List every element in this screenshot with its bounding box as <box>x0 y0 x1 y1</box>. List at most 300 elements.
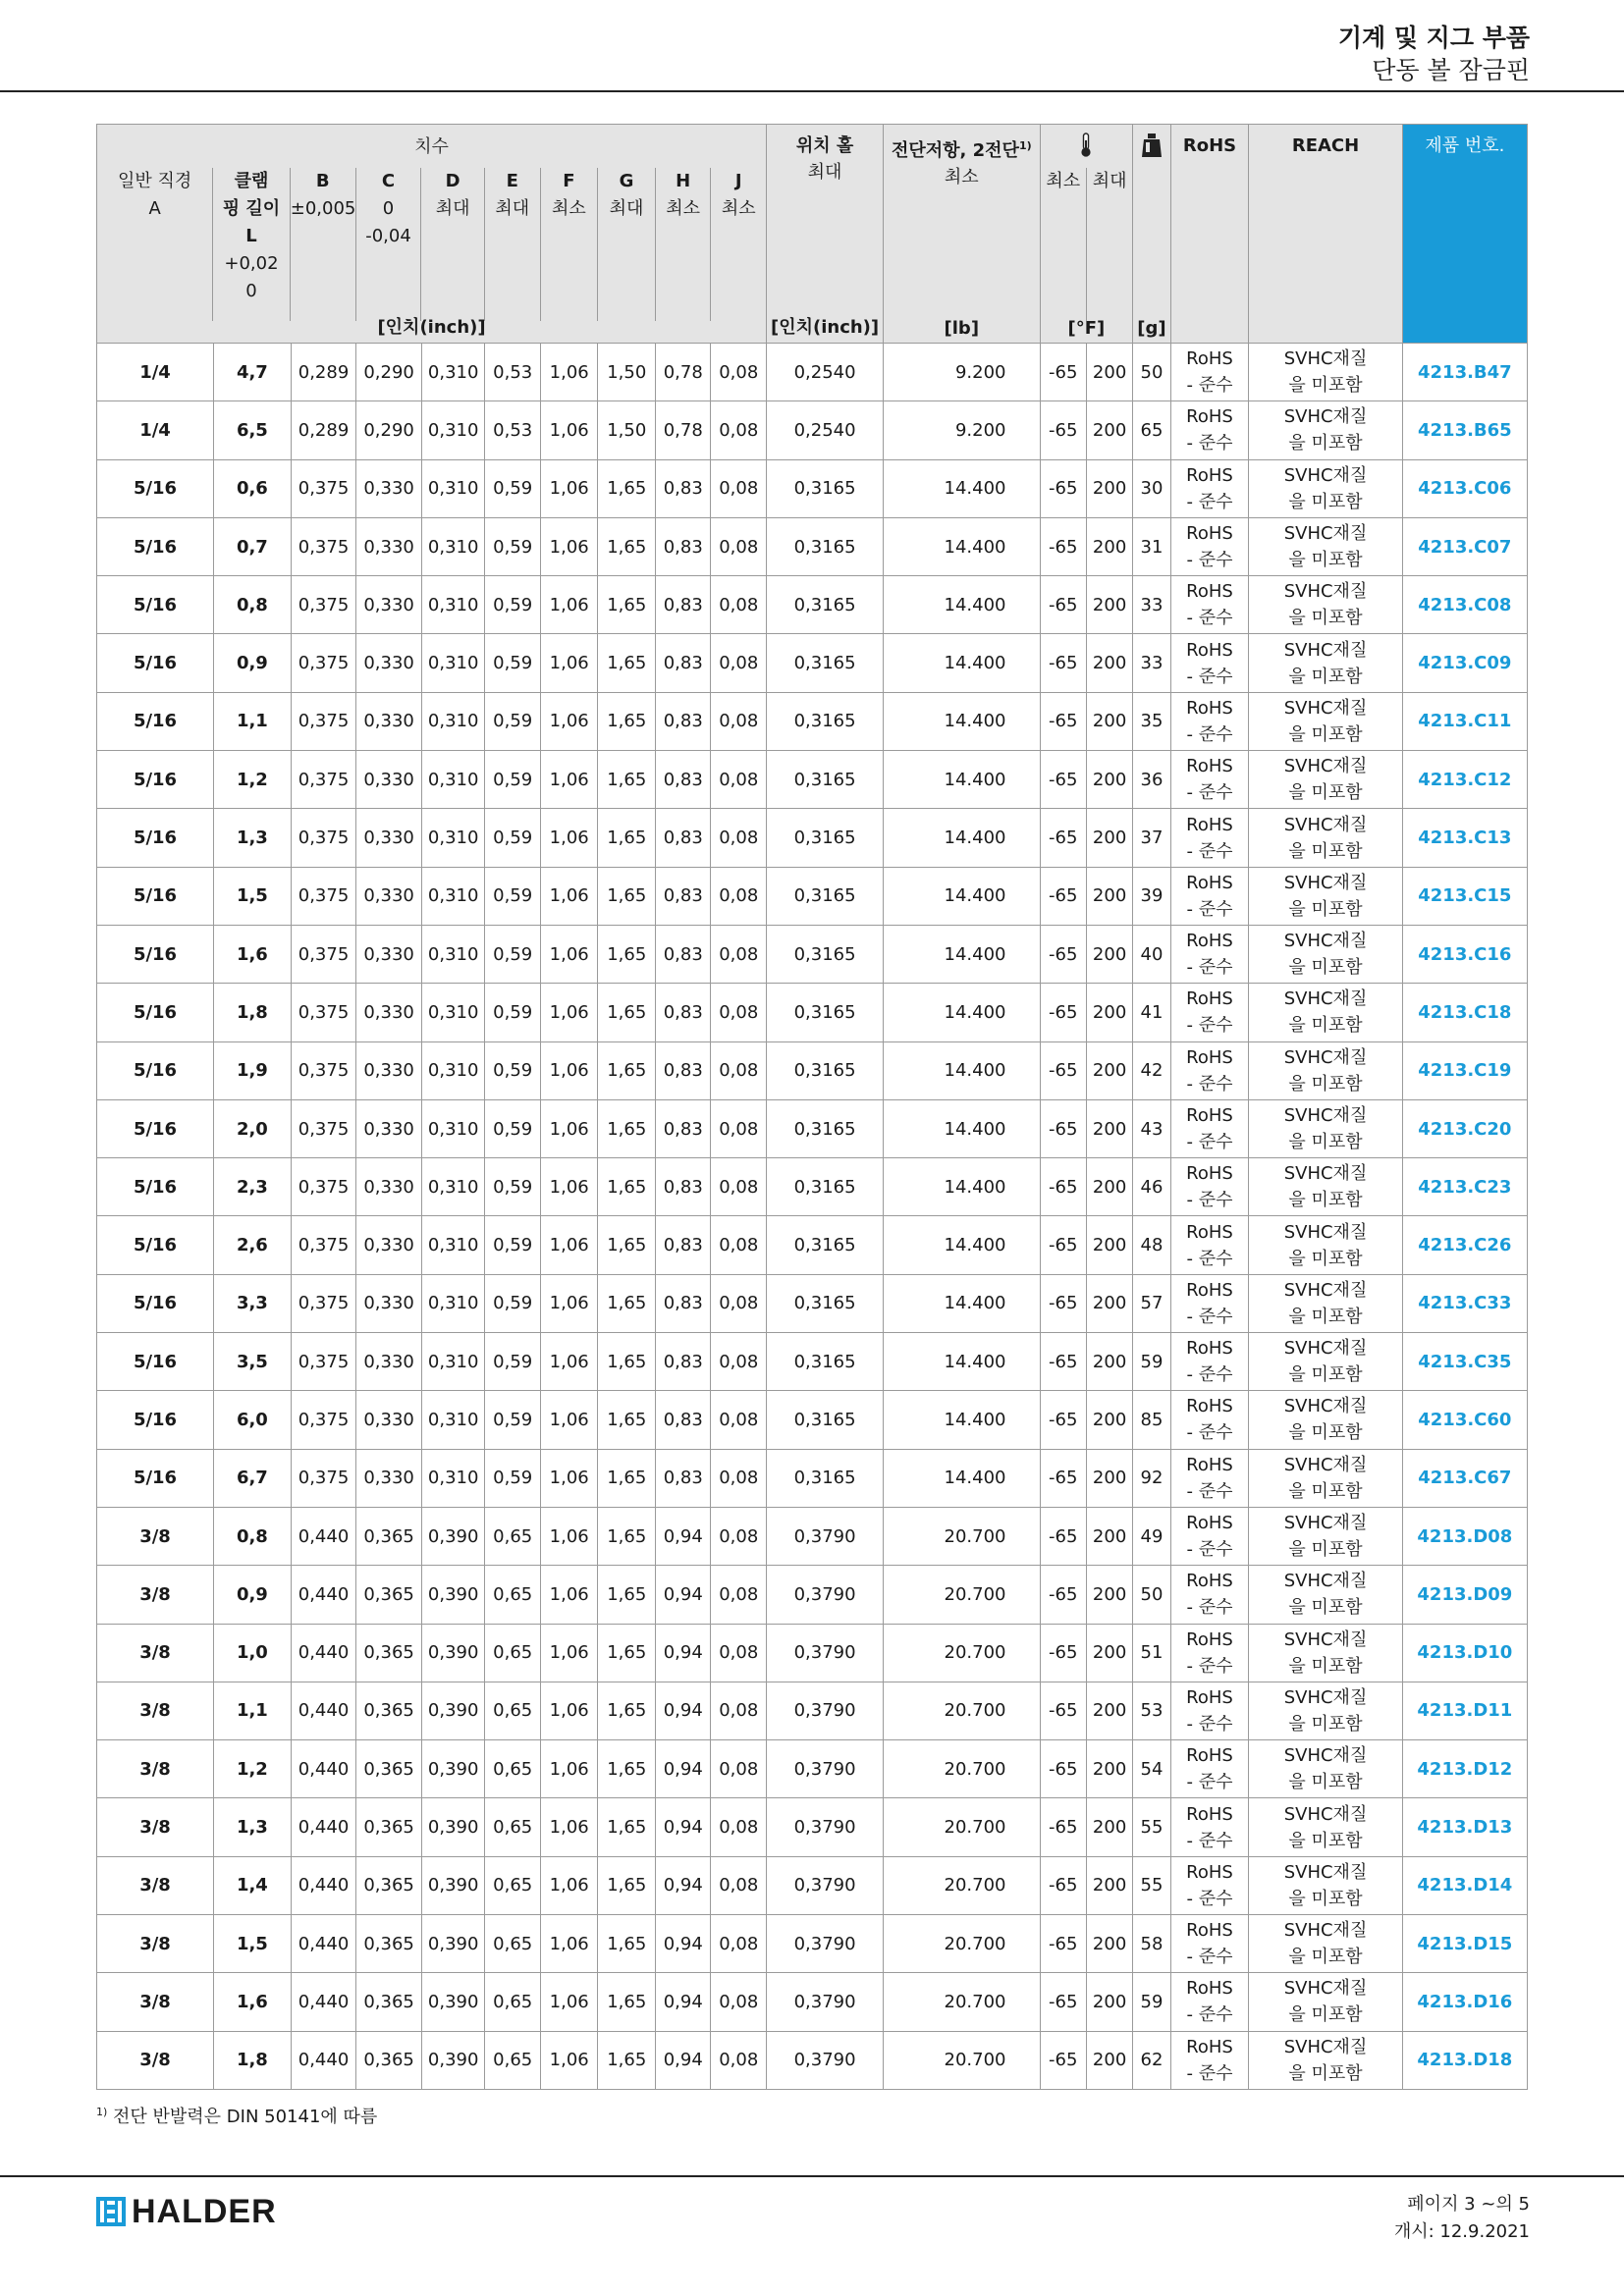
cell-c: 0,330 <box>356 1391 422 1449</box>
reach-line1: SVHC재질 <box>1283 1571 1368 1592</box>
cell-d: 0,310 <box>421 576 485 634</box>
dimensions-header <box>97 125 767 344</box>
reach-line1: SVHC재질 <box>1283 1163 1368 1185</box>
cell-j: 0,08 <box>711 1682 767 1739</box>
cell-g: 1,65 <box>598 867 656 925</box>
cell-length: 1,6 <box>214 925 292 983</box>
cell-b: 0,289 <box>291 401 356 459</box>
cell-b: 0,440 <box>291 1915 356 1973</box>
rohs-line1: RoHS <box>1186 1513 1233 1534</box>
reach-line2: 을 미포함 <box>1288 491 1363 512</box>
cell-c: 0,290 <box>356 344 422 401</box>
cell-hole: 0,3165 <box>767 925 884 983</box>
cell-g: 1,65 <box>598 1041 656 1099</box>
cell-d: 0,390 <box>421 1915 485 1973</box>
cell-length: 3,3 <box>214 1274 292 1332</box>
cell-d: 0,310 <box>421 1216 485 1274</box>
cell-length: 6,0 <box>214 1391 292 1449</box>
cell-rohs <box>1170 1915 1249 1973</box>
reach-line1: SVHC재질 <box>1283 1338 1368 1360</box>
cell-j: 0,08 <box>711 344 767 401</box>
reach-line1: SVHC재질 <box>1283 988 1368 1010</box>
cell-temp-max: 200 <box>1086 1973 1132 2031</box>
rohs-line1: RoHS <box>1186 814 1233 835</box>
reach-line1: SVHC재질 <box>1283 1454 1368 1475</box>
table-row <box>97 1507 1528 1565</box>
cell-reach <box>1249 1740 1402 1798</box>
col-j <box>710 168 766 321</box>
cell-length: 6,7 <box>214 1449 292 1507</box>
cell-rohs <box>1170 984 1249 1041</box>
cell-e: 0,59 <box>485 1099 541 1157</box>
cell-temp-min: -65 <box>1040 925 1086 983</box>
reach-line2: 을 미포함 <box>1288 1947 1363 1968</box>
cell-rohs <box>1170 1216 1249 1274</box>
rohs-line1: RoHS <box>1186 1861 1233 1883</box>
cell-h: 0,94 <box>655 1915 711 1973</box>
part-number-link[interactable]: 4213.C67 <box>1402 1449 1527 1507</box>
shear-unit: [lb] <box>944 318 980 339</box>
cell-diameter: 5/16 <box>97 1274 214 1332</box>
cell-temp-min: -65 <box>1040 401 1086 459</box>
rohs-line1: RoHS <box>1186 406 1233 428</box>
cell-length: 1,2 <box>214 1740 292 1798</box>
cell-d: 0,390 <box>421 1973 485 2031</box>
cell-reach <box>1249 634 1402 692</box>
part-number-link[interactable]: 4213.D08 <box>1402 1507 1527 1565</box>
cell-rohs <box>1170 1449 1249 1507</box>
cell-shear: 14.400 <box>884 1041 1040 1099</box>
brand-logo <box>96 2192 277 2230</box>
cell-temp-min: -65 <box>1040 692 1086 750</box>
reach-label: REACH <box>1291 135 1360 156</box>
cell-length: 1,9 <box>214 1041 292 1099</box>
cell-j: 0,08 <box>711 984 767 1041</box>
thermometer-icon <box>1078 133 1094 158</box>
col-b-l1: B <box>315 171 330 191</box>
part-number-link[interactable]: 4213.C15 <box>1402 867 1527 925</box>
col-len <box>212 168 290 321</box>
cell-length: 0,9 <box>214 634 292 692</box>
cell-c: 0,330 <box>356 867 422 925</box>
cell-shear: 14.400 <box>884 1449 1040 1507</box>
cell-j: 0,08 <box>711 1041 767 1099</box>
header-rule <box>0 90 1624 92</box>
cell-c: 0,330 <box>356 925 422 983</box>
cell-d: 0,390 <box>421 1798 485 1856</box>
cell-diameter: 3/8 <box>97 1856 214 1914</box>
cell-temp-max: 200 <box>1086 1740 1132 1798</box>
cell-d: 0,310 <box>421 401 485 459</box>
part-number-link[interactable]: 4213.D12 <box>1402 1740 1527 1798</box>
cell-hole: 0,3790 <box>767 1798 884 1856</box>
part-number-link[interactable]: 4213.C60 <box>1402 1391 1527 1449</box>
cell-temp-min: -65 <box>1040 809 1086 867</box>
cell-temp-max: 200 <box>1086 1624 1132 1682</box>
cell-g: 1,65 <box>598 1682 656 1739</box>
cell-rohs <box>1170 1507 1249 1565</box>
cell-rohs <box>1170 459 1249 517</box>
cell-rohs <box>1170 1099 1249 1157</box>
cell-j: 0,08 <box>711 1856 767 1914</box>
col-c-l1: C <box>381 171 396 191</box>
cell-h: 0,94 <box>655 1507 711 1565</box>
part-number-link[interactable]: 4213.D09 <box>1402 1566 1527 1624</box>
part-number-link[interactable]: 4213.C12 <box>1402 751 1527 809</box>
cell-j: 0,08 <box>711 1449 767 1507</box>
temp-max-label: 최대 <box>1086 168 1132 321</box>
part-number-link[interactable]: 4213.D14 <box>1402 1856 1527 1914</box>
cell-hole: 0,3165 <box>767 809 884 867</box>
cell-rohs <box>1170 1624 1249 1682</box>
part-number-link[interactable]: 4213.D16 <box>1402 1973 1527 2031</box>
rohs-line2: - 준수 <box>1186 1190 1233 1211</box>
cell-b: 0,375 <box>291 1391 356 1449</box>
part-number-link[interactable]: 4213.C23 <box>1402 1158 1527 1216</box>
cell-g: 1,65 <box>598 459 656 517</box>
cell-rohs <box>1170 344 1249 401</box>
product-title: 단동 볼 잠금핀 <box>1372 56 1530 84</box>
reach-line1: SVHC재질 <box>1283 464 1368 486</box>
cell-reach <box>1249 692 1402 750</box>
cell-temp-min: -65 <box>1040 517 1086 575</box>
part-number-link[interactable]: 4213.C35 <box>1402 1333 1527 1391</box>
cell-weight: 46 <box>1133 1158 1170 1216</box>
cell-length: 3,5 <box>214 1333 292 1391</box>
table-row <box>97 1915 1528 1973</box>
reach-line1: SVHC재질 <box>1283 814 1368 835</box>
cell-e: 0,59 <box>485 1391 541 1449</box>
cell-g: 1,65 <box>598 1158 656 1216</box>
cell-temp-max: 200 <box>1086 634 1132 692</box>
rohs-line2: - 준수 <box>1186 1015 1233 1037</box>
reach-header <box>1249 125 1402 344</box>
cell-h: 0,94 <box>655 1973 711 2031</box>
cell-g: 1,65 <box>598 1740 656 1798</box>
hole-unit: [인치(inch)] <box>770 317 880 338</box>
cell-length: 1,2 <box>214 751 292 809</box>
cell-rohs <box>1170 401 1249 459</box>
reach-line2: 을 미포함 <box>1288 433 1363 454</box>
part-number-link[interactable]: 4213.D13 <box>1402 1798 1527 1856</box>
part-number-link[interactable]: 4213.B47 <box>1402 344 1527 401</box>
cell-h: 0,83 <box>655 1216 711 1274</box>
reach-line2: 을 미포함 <box>1288 1190 1363 1211</box>
rohs-line2: - 준수 <box>1186 782 1233 804</box>
table-row <box>97 2031 1528 2089</box>
cell-b: 0,440 <box>291 1856 356 1914</box>
cell-j: 0,08 <box>711 1566 767 1624</box>
cell-reach <box>1249 867 1402 925</box>
cell-reach <box>1249 576 1402 634</box>
cell-temp-max: 200 <box>1086 1682 1132 1739</box>
reach-line2: 을 미포함 <box>1288 1306 1363 1327</box>
cell-diameter: 3/8 <box>97 1624 214 1682</box>
cell-shear: 20.700 <box>884 1507 1040 1565</box>
cell-d: 0,310 <box>421 867 485 925</box>
cell-b: 0,289 <box>291 344 356 401</box>
cell-weight: 39 <box>1133 867 1170 925</box>
cell-c: 0,365 <box>356 1973 422 2031</box>
reach-line2: 을 미포함 <box>1288 782 1363 804</box>
cell-temp-max: 200 <box>1086 576 1132 634</box>
cell-temp-min: -65 <box>1040 1624 1086 1682</box>
reach-line1: SVHC재질 <box>1283 1861 1368 1883</box>
rohs-line2: - 준수 <box>1186 2004 1233 2026</box>
page-number: 페이지 3 ~의 5 <box>1407 2194 1530 2215</box>
cell-reach <box>1249 1624 1402 1682</box>
cell-d: 0,390 <box>421 1682 485 1739</box>
part-number-link[interactable]: 4213.D11 <box>1402 1682 1527 1739</box>
cell-weight: 50 <box>1133 1566 1170 1624</box>
cell-h: 0,78 <box>655 401 711 459</box>
cell-g: 1,65 <box>598 2031 656 2089</box>
cell-j: 0,08 <box>711 1624 767 1682</box>
cell-d: 0,310 <box>421 1158 485 1216</box>
cell-b: 0,375 <box>291 634 356 692</box>
cell-rohs <box>1170 867 1249 925</box>
cell-hole: 0,3165 <box>767 1041 884 1099</box>
cell-reach <box>1249 1391 1402 1449</box>
footnote-text: 전단 반발력은 DIN 50141에 따름 <box>107 2107 378 2127</box>
cell-c: 0,330 <box>356 1274 422 1332</box>
col-h <box>655 168 711 321</box>
cell-reach <box>1249 1216 1402 1274</box>
reach-line1: SVHC재질 <box>1283 1686 1368 1708</box>
part-number-link[interactable]: 4213.C06 <box>1402 459 1527 517</box>
cell-f: 1,06 <box>540 1041 598 1099</box>
cell-f: 1,06 <box>540 2031 598 2089</box>
part-number-link[interactable]: 4213.B65 <box>1402 401 1527 459</box>
cell-reach <box>1249 1973 1402 2031</box>
cell-diameter: 5/16 <box>97 1216 214 1274</box>
cell-shear: 20.700 <box>884 1740 1040 1798</box>
col-len-l4: +0,02 <box>224 253 279 274</box>
cell-reach <box>1249 1041 1402 1099</box>
cell-shear: 14.400 <box>884 576 1040 634</box>
cell-b: 0,440 <box>291 1624 356 1682</box>
cell-temp-max: 200 <box>1086 1856 1132 1914</box>
cell-g: 1,65 <box>598 692 656 750</box>
part-number-link[interactable]: 4213.C18 <box>1402 984 1527 1041</box>
reach-line1: SVHC재질 <box>1283 523 1368 545</box>
reach-line2: 을 미포함 <box>1288 1597 1363 1619</box>
cell-diameter: 5/16 <box>97 576 214 634</box>
cell-weight: 85 <box>1133 1391 1170 1449</box>
part-number-link[interactable]: 4213.C08 <box>1402 576 1527 634</box>
cell-temp-min: -65 <box>1040 459 1086 517</box>
col-d-l2: 최대 <box>435 198 470 219</box>
cell-shear: 20.700 <box>884 1856 1040 1914</box>
table-row <box>97 401 1528 459</box>
cell-j: 0,08 <box>711 1507 767 1565</box>
footnote-marker: 1) <box>96 2106 108 2118</box>
cell-temp-min: -65 <box>1040 1566 1086 1624</box>
cell-temp-min: -65 <box>1040 1915 1086 1973</box>
cell-hole: 0,3790 <box>767 1566 884 1624</box>
reach-line1: SVHC재질 <box>1283 1803 1368 1825</box>
rohs-line1: RoHS <box>1186 931 1233 952</box>
rohs-line2: - 준수 <box>1186 1830 1233 1851</box>
cell-weight: 92 <box>1133 1449 1170 1507</box>
cell-rohs <box>1170 809 1249 867</box>
cell-reach <box>1249 1099 1402 1157</box>
cell-weight: 30 <box>1133 459 1170 517</box>
footer-rule <box>0 2175 1624 2177</box>
cell-e: 0,65 <box>485 1915 541 1973</box>
rohs-line2: - 준수 <box>1186 1132 1233 1152</box>
cell-temp-max: 200 <box>1086 751 1132 809</box>
cell-shear: 14.400 <box>884 692 1040 750</box>
cell-shear: 20.700 <box>884 1915 1040 1973</box>
cell-temp-min: -65 <box>1040 1158 1086 1216</box>
cell-c: 0,365 <box>356 1682 422 1739</box>
cell-weight: 35 <box>1133 692 1170 750</box>
part-number-link[interactable]: 4213.C33 <box>1402 1274 1527 1332</box>
category-title: 기계 및 지그 부품 <box>1337 24 1530 52</box>
cell-diameter: 3/8 <box>97 1507 214 1565</box>
cell-weight: 37 <box>1133 809 1170 867</box>
cell-rohs <box>1170 751 1249 809</box>
rohs-line1: RoHS <box>1186 2036 1233 2057</box>
cell-e: 0,59 <box>485 751 541 809</box>
cell-hole: 0,3165 <box>767 1158 884 1216</box>
table-row <box>97 1740 1528 1798</box>
cell-d: 0,310 <box>421 1099 485 1157</box>
cell-b: 0,440 <box>291 1507 356 1565</box>
cell-d: 0,310 <box>421 634 485 692</box>
part-number-link[interactable]: 4213.D18 <box>1402 2031 1527 2089</box>
reach-line2: 을 미포함 <box>1288 1073 1363 1095</box>
cell-d: 0,310 <box>421 751 485 809</box>
table-row <box>97 1333 1528 1391</box>
reach-line1: SVHC재질 <box>1283 406 1368 428</box>
cell-temp-min: -65 <box>1040 1099 1086 1157</box>
part-number-link[interactable]: 4213.C19 <box>1402 1041 1527 1099</box>
cell-j: 0,08 <box>711 867 767 925</box>
cell-b: 0,440 <box>291 1798 356 1856</box>
cell-reach <box>1249 1682 1402 1739</box>
hole-sub: 최대 <box>807 162 842 183</box>
cell-diameter: 5/16 <box>97 984 214 1041</box>
cell-b: 0,375 <box>291 1216 356 1274</box>
rohs-line2: - 준수 <box>1186 1888 1233 1909</box>
part-number-link[interactable]: 4213.C16 <box>1402 925 1527 983</box>
cell-hole: 0,3165 <box>767 1391 884 1449</box>
cell-g: 1,65 <box>598 1507 656 1565</box>
rohs-line2: - 준수 <box>1186 375 1233 397</box>
cell-temp-max: 200 <box>1086 984 1132 1041</box>
part-number-link[interactable]: 4213.D10 <box>1402 1624 1527 1682</box>
cell-h: 0,83 <box>655 517 711 575</box>
cell-j: 0,08 <box>711 459 767 517</box>
cell-d: 0,390 <box>421 1624 485 1682</box>
cell-e: 0,59 <box>485 634 541 692</box>
cell-f: 1,06 <box>540 517 598 575</box>
cell-shear: 9.200 <box>884 344 1040 401</box>
part-number-link[interactable]: 4213.C11 <box>1402 692 1527 750</box>
cell-weight: 57 <box>1133 1274 1170 1332</box>
cell-diameter: 5/16 <box>97 925 214 983</box>
cell-j: 0,08 <box>711 1915 767 1973</box>
reach-line1: SVHC재질 <box>1283 1279 1368 1301</box>
part-number-link[interactable]: 4213.C09 <box>1402 634 1527 692</box>
cell-e: 0,59 <box>485 1041 541 1099</box>
cell-f: 1,06 <box>540 1099 598 1157</box>
cell-length: 4,7 <box>214 344 292 401</box>
cell-length: 0,6 <box>214 459 292 517</box>
cell-g: 1,65 <box>598 1099 656 1157</box>
cell-rohs <box>1170 1740 1249 1798</box>
cell-j: 0,08 <box>711 1333 767 1391</box>
part-number-link[interactable]: 4213.C07 <box>1402 517 1527 575</box>
cell-j: 0,08 <box>711 1391 767 1449</box>
table-row <box>97 1682 1528 1739</box>
cell-c: 0,330 <box>356 751 422 809</box>
spec-table <box>96 124 1528 2090</box>
rohs-line1: RoHS <box>1186 1163 1233 1185</box>
cell-h: 0,94 <box>655 1856 711 1914</box>
shear-sub: 최소 <box>944 167 979 187</box>
cell-rohs <box>1170 1391 1249 1449</box>
rohs-line2: - 준수 <box>1186 433 1233 454</box>
cell-c: 0,330 <box>356 576 422 634</box>
part-number-link[interactable]: 4213.C13 <box>1402 809 1527 867</box>
cell-f: 1,06 <box>540 1216 598 1274</box>
cell-reach <box>1249 984 1402 1041</box>
rohs-line2: - 준수 <box>1186 666 1233 687</box>
col-len-l3: L <box>245 226 257 246</box>
cell-d: 0,390 <box>421 1740 485 1798</box>
col-c <box>355 168 421 321</box>
cell-e: 0,65 <box>485 1624 541 1682</box>
reach-line2: 을 미포함 <box>1288 1772 1363 1793</box>
cell-f: 1,06 <box>540 1566 598 1624</box>
cell-d: 0,310 <box>421 1449 485 1507</box>
cell-temp-min: -65 <box>1040 1449 1086 1507</box>
part-number-link[interactable]: 4213.C20 <box>1402 1099 1527 1157</box>
cell-hole: 0,3790 <box>767 1507 884 1565</box>
reach-line1: SVHC재질 <box>1283 348 1368 370</box>
cell-hole: 0,3165 <box>767 692 884 750</box>
part-number-link[interactable]: 4213.C26 <box>1402 1216 1527 1274</box>
cell-shear: 14.400 <box>884 634 1040 692</box>
cell-g: 1,65 <box>598 925 656 983</box>
cell-diameter: 5/16 <box>97 634 214 692</box>
cell-d: 0,310 <box>421 1274 485 1332</box>
col-e-l2: 최대 <box>495 198 530 219</box>
cell-d: 0,310 <box>421 809 485 867</box>
cell-temp-max: 200 <box>1086 1798 1132 1856</box>
rohs-line2: - 준수 <box>1186 491 1233 512</box>
rohs-line1: RoHS <box>1186 1745 1233 1767</box>
cell-temp-max: 200 <box>1086 1158 1132 1216</box>
reach-line1: SVHC재질 <box>1283 1046 1368 1068</box>
part-number-link[interactable]: 4213.D15 <box>1402 1915 1527 1973</box>
cell-d: 0,310 <box>421 1391 485 1449</box>
cell-shear: 14.400 <box>884 751 1040 809</box>
table-row <box>97 809 1528 867</box>
cell-temp-min: -65 <box>1040 1333 1086 1391</box>
cell-diameter: 3/8 <box>97 1566 214 1624</box>
weight-icon <box>1141 133 1163 158</box>
cell-g: 1,65 <box>598 1216 656 1274</box>
cell-reach <box>1249 1507 1402 1565</box>
cell-temp-min: -65 <box>1040 1973 1086 2031</box>
cell-temp-max: 200 <box>1086 1274 1132 1332</box>
reach-line1: SVHC재질 <box>1283 1105 1368 1126</box>
cell-j: 0,08 <box>711 1740 767 1798</box>
